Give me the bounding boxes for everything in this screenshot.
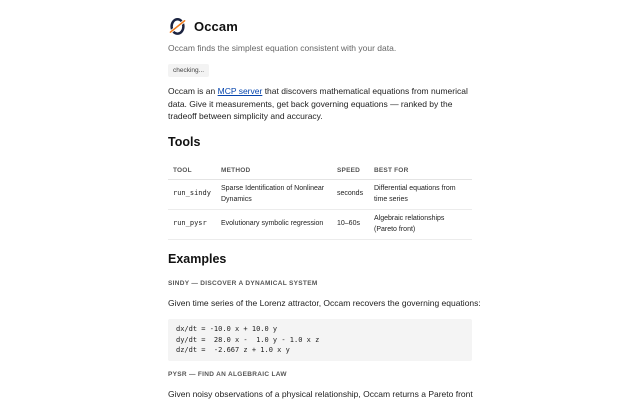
speed-cell: 10–60s (332, 209, 369, 239)
column-header-tool: TOOL (168, 162, 216, 179)
sindy-example-description: Given time series of the Lorenz attractor, Occam recovers the governing equations: (168, 298, 481, 308)
intro-text-after: that discovers mathematical equations from numerical data. Give it measurements, get back governing equations — ranked by the tradeoff between simplicity and accuracy. (168, 86, 468, 121)
tool-name-cell: run_sindy (168, 179, 216, 209)
tagline: Occam finds the simplest equation consistent with your data. (168, 43, 397, 53)
lorenz-code-block (168, 319, 472, 361)
method-cell: Sparse Identification of Nonlinear Dynamics (216, 179, 332, 209)
code-line: dz/dt = -2.667 z + 1.0 x y (176, 346, 290, 354)
intro-paragraph (168, 85, 478, 123)
column-header-speed: SPEED (332, 162, 369, 179)
method-cell: Evolutionary symbolic regression (216, 209, 332, 239)
speed-cell: seconds (332, 179, 369, 209)
best-for-cell: Algebraic relationships (Pareto front) (369, 209, 472, 239)
column-header-method: METHOD (216, 162, 332, 179)
column-header-best-for: BEST FOR (369, 162, 472, 179)
table-row (168, 179, 472, 209)
status-badge: checking... (168, 64, 209, 77)
intro-text-before: Occam is an (168, 86, 218, 96)
tools-heading: Tools (168, 135, 201, 149)
pysr-example-subheading: PYSR — FIND AN ALGEBRAIC LAW (168, 371, 287, 378)
tool-name-cell: run_pysr (168, 209, 216, 239)
app-header (168, 15, 238, 37)
table-row (168, 209, 472, 239)
app-title: Occam (194, 18, 238, 34)
code-line: dx/dt = -10.0 x + 10.0 y (176, 325, 278, 333)
pysr-example-description: Given noisy observations of a physical relationship, Occam returns a Pareto front (168, 389, 473, 399)
best-for-cell: Differential equations from time series (369, 179, 472, 209)
tools-table (168, 162, 472, 240)
code-line: dy/dt = 28.0 x - 1.0 y - 1.0 x z (176, 335, 320, 344)
mcp-server-link[interactable]: MCP server (217, 86, 263, 96)
examples-heading: Examples (168, 252, 227, 266)
sindy-example-subheading: SINDY — DISCOVER A DYNAMICAL SYSTEM (168, 280, 318, 287)
occam-logo-icon (168, 16, 187, 36)
table-header-row (168, 162, 472, 179)
